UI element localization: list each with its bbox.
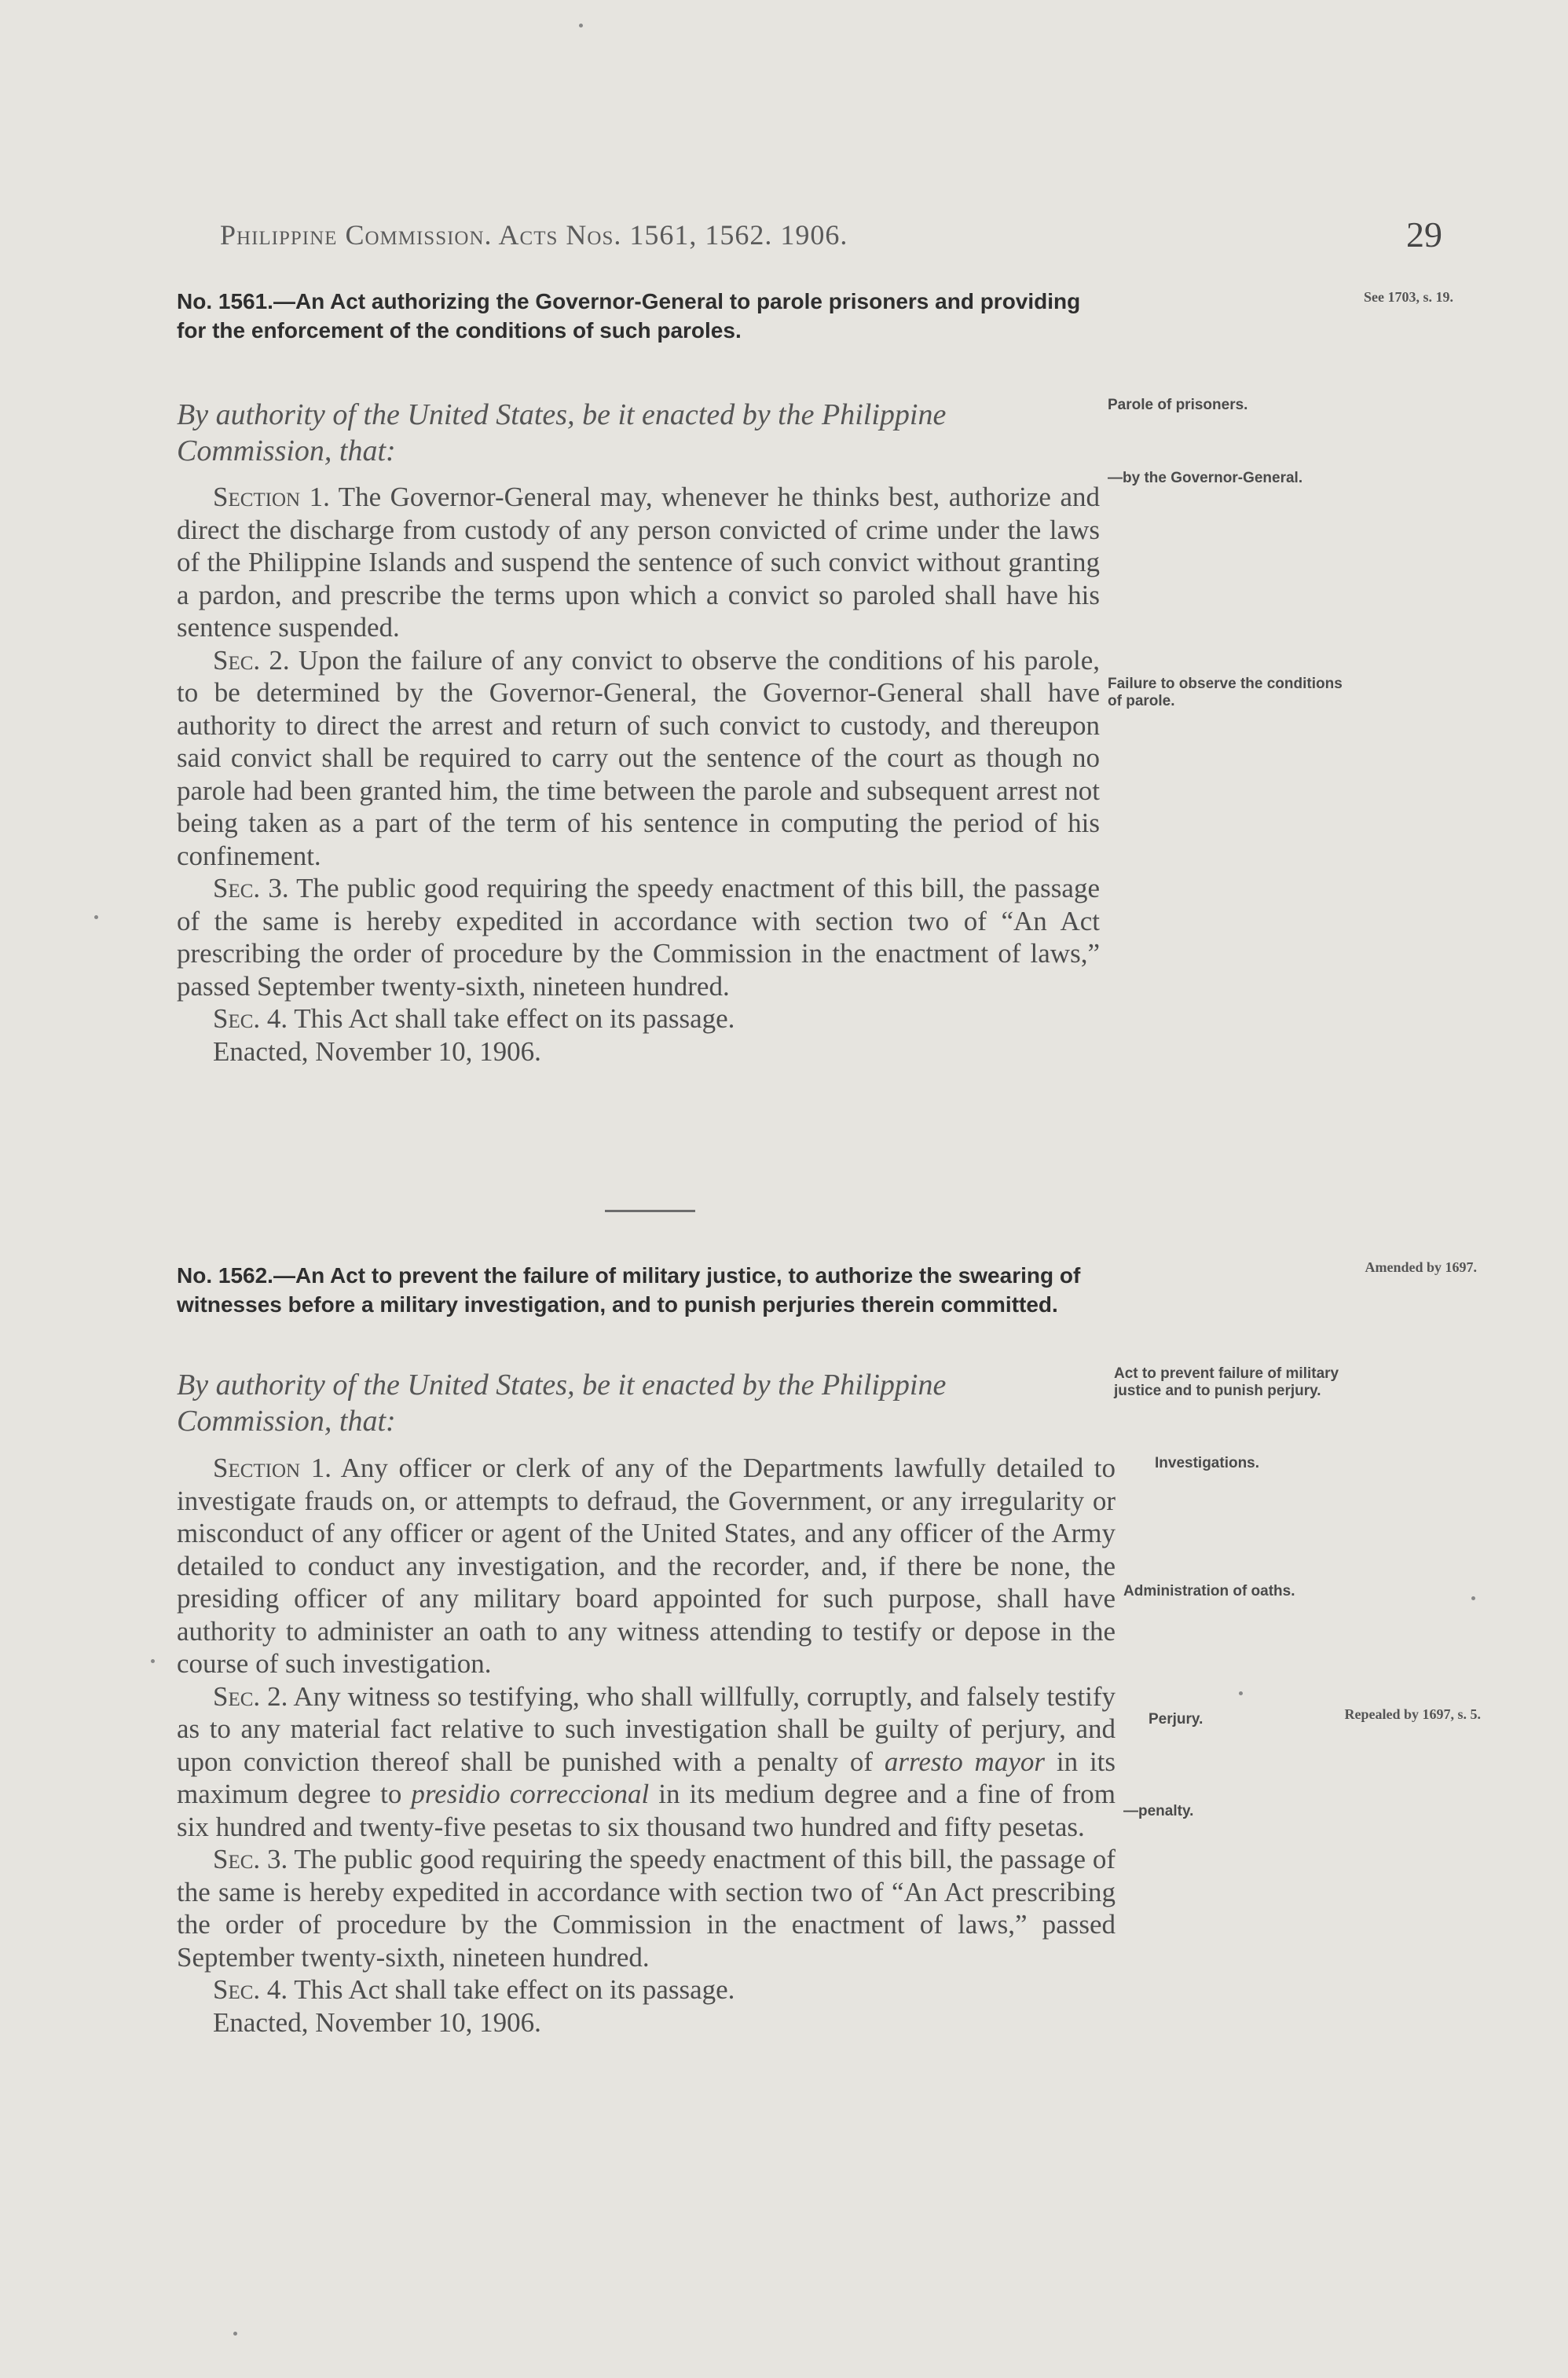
act-1561-body [177,481,1100,1068]
act-1561-enacting-clause [177,397,1104,469]
margin-note-administration-of-oaths: Administration of oaths. [1123,1583,1295,1599]
act-1562-enacted-date: Enacted, November 10, 1906. [213,2006,541,2038]
act-1562-body [177,1452,1116,2039]
margin-note-repealed: Repealed by 1697, s. 5. [1344,1706,1481,1722]
section-text: Upon the failure of any convict to observe the conditions of his parole, to be determined by the Governor-General, the Governor-General shall have authority to direct the arrest and return of such convict to custody, and thereupon said convict shall be required to carry out the sentence of the court as though no parole had been granted him, the time between the parole and subsequent arrest not being taken as a part of the term of his sentence in computing the period of his confinement. [177,644,1100,871]
act-1561-side-reference: See 1703, s. 19. [1364,289,1453,305]
section-label: Sec. 3. [213,873,289,903]
act-1562-enacting-clause [177,1367,1104,1439]
running-head: Philippine Commission. Acts Nos. 1561, 1562. 1906. [220,219,848,251]
act-1561-number: No. 1561. [177,289,273,313]
section-label: Section 1. [213,1453,332,1483]
section-text: This Act shall take effect on its passage. [288,1974,735,2005]
act-1562-enacting-text: By authority of the United States, be it enacted by the Philippine Commission, that: [177,1369,947,1438]
margin-note-governor-general: —by the Governor-General. [1108,470,1303,486]
scan-speck [1239,1691,1243,1695]
section-label: Sec. 2. [213,644,290,676]
act-1562-side-reference: Amended by 1697. [1365,1259,1477,1275]
scan-speck [1471,1596,1475,1600]
section-text: This Act shall take effect on its passage. [288,1003,735,1034]
margin-note-perjury: Perjury. [1149,1711,1203,1728]
section-text: in its maximum degree to [177,1746,1116,1809]
act-1562-title [177,1261,1116,1319]
section-text: The public good requiring the speedy enactment of this bill, the passage of the same is hereby expedited in accordance with section two of “An Act prescribing the order of procedure by the Commission in the enactment of laws,” passed September twenty-sixth, nineteen hundred. [177,1844,1116,1973]
act-1562-section-4 [177,1973,1116,2006]
section-label: Sec. 4. [213,1974,288,2005]
scan-speck [151,1659,155,1663]
act-1561-title-text: —An Act authorizing the Governor-General to parole prisoners and providing for the enforcement of the conditions of such paroles. [177,289,1081,343]
term-arresto-mayor: arresto mayor [884,1746,1045,1777]
scan-speck [94,915,98,919]
act-1561-section-4 [177,1002,1100,1035]
page-number: 29 [1406,214,1442,255]
section-label: Sec. 3. [213,1844,288,1874]
section-label: Sec. 2. [213,1680,288,1712]
act-1562-section-3 [177,1843,1116,1973]
section-text: in its medium degree and a fine of from six hundred and twenty-five pesetas to six thousand two hundred and fifty pesetas. [177,1779,1116,1842]
act-1561-section-2 [177,644,1100,873]
act-1562-title-text: —An Act to prevent the failure of military justice, to authorize the swearing of witnesses before a military investigation, and to punish perjuries therein committed. [177,1263,1081,1317]
section-label: Sec. 4. [213,1003,288,1034]
act-1562-section-1 [177,1452,1116,1680]
act-1562-number: No. 1562. [177,1263,273,1288]
margin-note-penalty: —penalty. [1123,1803,1194,1819]
section-divider [605,1210,695,1212]
act-1561-enacting-text: By authority of the United States, be it enacted by the Philippine Commission, that: [177,398,947,467]
margin-note-investigations: Investigations. [1155,1455,1260,1471]
section-text: Any officer or clerk of any of the Departments lawfully detailed to investigate frauds on, or attempts to defraud, the Government, or any irregularity or misconduct of any officer or agent of the United States, and any officer of the Army detailed to conduct any investigation, and the recorder, and, if there be none, the presiding officer of any military board appointed for such purpose, shall have authority to administer an oath to any witness attending to testify or depose in the course of such investigation. [177,1453,1116,1679]
section-text: The public good requiring the speedy enactment of this bill, the passage of the same is hereby expedited in accordance with section two of “An Act prescribing the order of procedure by the Commission in the enactment of laws,” passed September twenty-sixth, nineteen hundred. [177,873,1100,1002]
margin-note-parole: Parole of prisoners. [1108,397,1248,413]
act-1561-enacted-date: Enacted, November 10, 1906. [213,1035,541,1067]
act-1561-section-3 [177,872,1100,1002]
act-1561-section-1 [177,481,1100,644]
scan-speck [233,2332,237,2336]
act-1561-title [177,287,1096,345]
term-presidio-correccional: presidio correccional [411,1779,650,1809]
margin-note-act-to-prevent: Act to prevent failure of military justice and to punish perjury. [1114,1365,1339,1399]
margin-note-failure: Failure to observe the conditions of parole. [1108,676,1343,709]
section-label: Section 1. [213,482,330,512]
section-text: Any witness so testifying, who shall willfully, corruptly, and falsely testify as to any material fact relative to such investigation shall be guilty of perjury, and upon conviction thereof shall be punished with a penalty of [177,1680,1116,1777]
section-text: The Governor-General may, whenever he thinks best, authorize and direct the discharge from custody of any person convicted of crime under the laws of the Philippine Islands and suspend the sentence of such convict without granting a pardon, and prescribe the terms upon which a convict so paroled shall have his sentence suspended. [177,482,1100,643]
act-1562-section-2 [177,1680,1116,1844]
scan-speck [579,24,583,27]
